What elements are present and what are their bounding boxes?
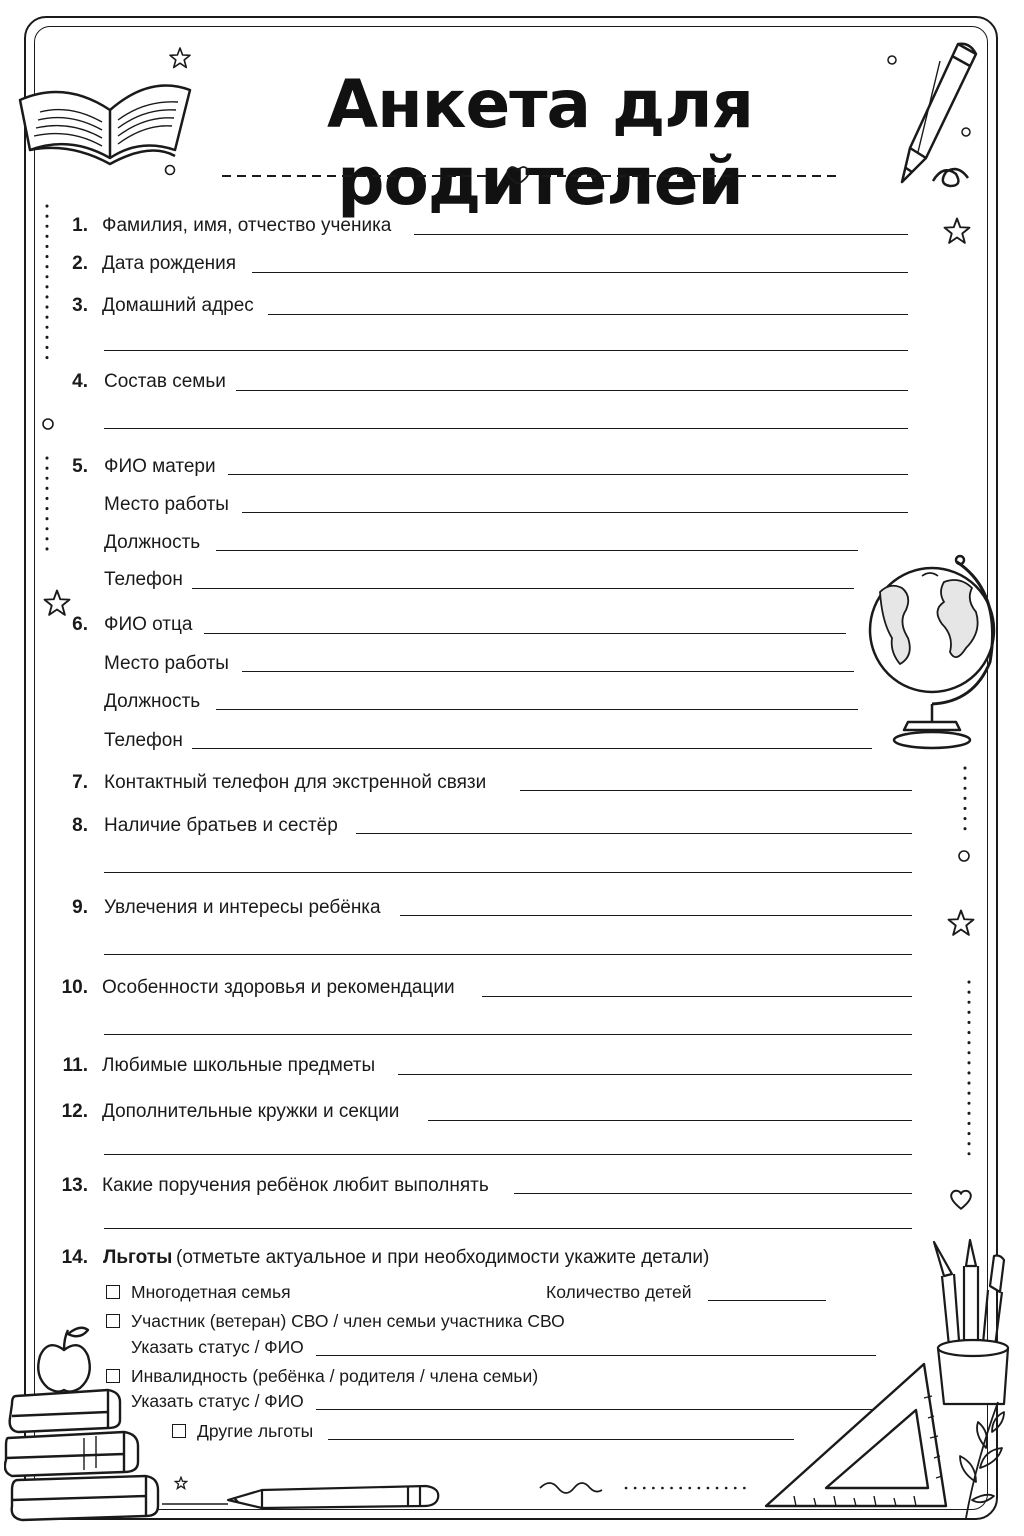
q14-label: Льготы bbox=[103, 1247, 173, 1268]
q10-number: 10. bbox=[61, 977, 88, 998]
q11-label: Любимые школьные предметы bbox=[102, 1055, 376, 1076]
disability-status-label: Указать статус / ФИО bbox=[131, 1391, 304, 1411]
children-count-label: Количество детей bbox=[546, 1282, 692, 1302]
q6-position-label: Должность bbox=[104, 691, 201, 712]
q10-label: Особенности здоровья и рекомендации bbox=[102, 977, 455, 998]
q4-number: 4. bbox=[72, 371, 88, 392]
circle-dot-icon bbox=[886, 54, 898, 66]
q8-number: 8. bbox=[72, 815, 88, 836]
q1-label: Фамилия, имя, отчество ученика bbox=[102, 215, 392, 236]
circle-dot-icon bbox=[956, 848, 972, 864]
q13-answer-line[interactable] bbox=[514, 1193, 912, 1194]
open-book-icon bbox=[10, 60, 200, 170]
q13-label: Какие поручения ребёнок любит выполнять bbox=[102, 1175, 489, 1196]
q10-answer-line-2[interactable] bbox=[104, 1034, 912, 1035]
q13-number: 13. bbox=[61, 1175, 88, 1196]
leaf-branch-icon bbox=[946, 1392, 1006, 1522]
q3-number: 3. bbox=[72, 295, 88, 316]
star-icon bbox=[946, 908, 976, 938]
pencil-icon bbox=[888, 36, 988, 196]
q1-answer-line[interactable] bbox=[414, 234, 908, 235]
circle-dot-icon bbox=[163, 163, 177, 177]
circle-dot-icon bbox=[40, 416, 56, 432]
dotted-line-decor bbox=[964, 980, 974, 1160]
q5-label: ФИО матери bbox=[104, 456, 216, 477]
q6-phone-label: Телефон bbox=[104, 730, 183, 751]
q6-work-label: Место работы bbox=[104, 653, 229, 674]
q4-answer-line[interactable] bbox=[236, 390, 908, 391]
pencil-icon bbox=[158, 1476, 448, 1516]
q6-phone-line[interactable] bbox=[192, 748, 872, 749]
q12-answer-line[interactable] bbox=[428, 1120, 912, 1121]
title-divider bbox=[222, 160, 842, 190]
q9-number: 9. bbox=[72, 897, 88, 918]
q10-answer-line[interactable] bbox=[482, 996, 912, 997]
q6-answer-line[interactable] bbox=[204, 633, 846, 634]
dotted-line-decor bbox=[42, 204, 52, 364]
q5-work-label: Место работы bbox=[104, 494, 229, 515]
q11-number: 11. bbox=[62, 1055, 88, 1076]
children-count-line[interactable] bbox=[708, 1300, 826, 1301]
q12-number: 12. bbox=[61, 1101, 88, 1122]
q7-number: 7. bbox=[72, 772, 88, 793]
globe-icon bbox=[862, 552, 1002, 757]
q12-label: Дополнительные кружки и секции bbox=[102, 1101, 400, 1122]
dotted-line-decor bbox=[960, 766, 970, 836]
book-stack-icon bbox=[4, 1320, 164, 1530]
q2-answer-line[interactable] bbox=[252, 272, 908, 273]
q4-answer-line-2[interactable] bbox=[104, 428, 908, 429]
q3-label: Домашний адрес bbox=[102, 295, 254, 316]
q9-answer-line-2[interactable] bbox=[104, 954, 912, 955]
q12-answer-line-2[interactable] bbox=[104, 1154, 912, 1155]
svo-status-label: Указать статус / ФИО bbox=[131, 1337, 304, 1357]
heart-icon bbox=[507, 167, 528, 184]
q5-position-line[interactable] bbox=[216, 550, 858, 551]
q6-work-line[interactable] bbox=[242, 671, 854, 672]
svo-label: Участник (ветеран) СВО / член семьи участника СВО bbox=[131, 1311, 565, 1331]
q9-label: Увлечения и интересы ребёнка bbox=[104, 897, 381, 918]
q11-answer-line[interactable] bbox=[398, 1074, 912, 1075]
other-benefits-line[interactable] bbox=[328, 1439, 794, 1440]
disability-label: Инвалидность (ребёнка / родителя / члена семьи) bbox=[131, 1366, 539, 1386]
q5-answer-line[interactable] bbox=[228, 474, 908, 475]
q14-note: (отметьте актуальное и при необходимости укажите детали) bbox=[176, 1247, 710, 1268]
q6-number: 6. bbox=[72, 614, 88, 635]
q8-answer-line[interactable] bbox=[356, 833, 912, 834]
q8-label: Наличие братьев и сестёр bbox=[104, 815, 338, 836]
q1-number: 1. bbox=[72, 215, 88, 236]
q14-number: 14. bbox=[61, 1247, 88, 1268]
circle-dot-icon bbox=[960, 126, 972, 138]
star-icon bbox=[168, 46, 192, 70]
wave-decor bbox=[538, 1476, 748, 1500]
q2-number: 2. bbox=[72, 253, 88, 274]
apple-icon bbox=[38, 1328, 90, 1392]
q3-answer-line-2[interactable] bbox=[104, 350, 908, 351]
large-family-checkbox[interactable] bbox=[106, 1285, 120, 1299]
q5-number: 5. bbox=[72, 456, 88, 477]
q3-answer-line[interactable] bbox=[268, 314, 908, 315]
q2-label: Дата рождения bbox=[102, 253, 237, 274]
q6-label: ФИО отца bbox=[104, 614, 193, 635]
page-title: Анкета для родителей bbox=[326, 66, 754, 220]
other-benefits-checkbox[interactable] bbox=[172, 1424, 186, 1438]
q5-work-line[interactable] bbox=[242, 512, 908, 513]
q5-position-label: Должность bbox=[104, 532, 201, 553]
q6-position-line[interactable] bbox=[216, 709, 858, 710]
set-square-icon bbox=[756, 1356, 956, 1516]
dotted-line-decor bbox=[42, 456, 52, 556]
star-icon bbox=[942, 216, 972, 246]
q4-label: Состав семьи bbox=[104, 371, 226, 392]
q7-label: Контактный телефон для экстренной связи bbox=[104, 772, 487, 793]
q5-phone-label: Телефон bbox=[104, 569, 183, 590]
q13-answer-line-2[interactable] bbox=[104, 1228, 912, 1229]
q5-phone-line[interactable] bbox=[192, 588, 854, 589]
q7-answer-line[interactable] bbox=[520, 790, 912, 791]
heart-icon bbox=[948, 1186, 974, 1212]
other-benefits-label: Другие льготы bbox=[197, 1421, 314, 1441]
large-family-label: Многодетная семья bbox=[131, 1282, 291, 1302]
q9-answer-line[interactable] bbox=[400, 915, 912, 916]
q8-answer-line-2[interactable] bbox=[104, 872, 912, 873]
